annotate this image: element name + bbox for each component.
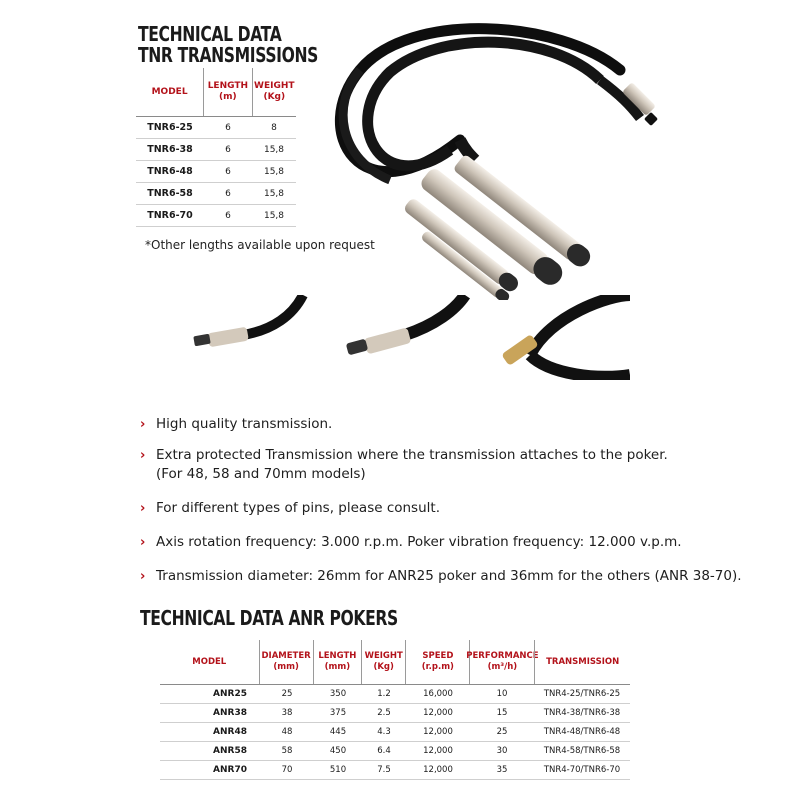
tnr-cell-weight: 15,8 xyxy=(263,210,285,221)
anr-header-performance: PERFORMANCE (m³/h) xyxy=(469,640,534,684)
anr-cell-transmission: TNR4-38/TNR6-38 xyxy=(543,708,621,718)
list-item xyxy=(140,446,668,484)
tnr-cell-model: TNR6-25 xyxy=(147,122,193,133)
tnr-footnote: *Other lengths available upon request xyxy=(145,238,375,252)
anr-cell-speed: 12,000 xyxy=(423,765,453,775)
anr-cell-length: 445 xyxy=(329,727,347,737)
anr-cell-weight: 6.4 xyxy=(377,746,391,756)
list-item-text: Transmission diameter: 26mm for ANR25 poker and 36mm for the others (ANR 38-70). xyxy=(156,568,742,584)
anr-cell-weight: 7.5 xyxy=(377,765,391,775)
table-row xyxy=(160,761,630,780)
red-chevron-icon: › xyxy=(140,417,146,432)
list-item xyxy=(140,415,332,434)
anr-cell-speed: 12,000 xyxy=(423,727,453,737)
anr-cell-diameter: 48 xyxy=(281,727,293,737)
anr-cell-model: ANR38 xyxy=(213,708,247,718)
tnr-title xyxy=(138,24,318,66)
tnr-title-line2: TNR TRANSMISSIONS xyxy=(138,43,318,67)
tnr-cell-model: TNR6-70 xyxy=(147,210,193,221)
tnr-cell-weight: 15,8 xyxy=(263,144,285,155)
anr-cell-diameter: 38 xyxy=(281,708,293,718)
tnr-header-row xyxy=(136,68,296,117)
anr-cell-performance: 15 xyxy=(496,708,508,718)
tnr-cell-length: 6 xyxy=(225,210,231,221)
anr-header-speed: SPEED (r.p.m) xyxy=(405,640,469,684)
list-item xyxy=(140,499,440,518)
table-row xyxy=(136,183,296,205)
connector-photo-1 xyxy=(188,295,313,380)
anr-cell-diameter: 58 xyxy=(281,746,293,756)
anr-cell-performance: 35 xyxy=(496,765,508,775)
red-chevron-icon: › xyxy=(140,501,146,516)
anr-cell-transmission: TNR4-48/TNR6-48 xyxy=(543,727,621,737)
anr-cell-speed: 12,000 xyxy=(423,708,453,718)
anr-cell-speed: 12,000 xyxy=(423,746,453,756)
anr-cell-transmission: TNR4-58/TNR6-58 xyxy=(543,746,621,756)
anr-header-diameter: DIAMETER (mm) xyxy=(259,640,313,684)
anr-header-transmission: TRANSMISSION xyxy=(534,640,630,684)
list-item-text: Axis rotation frequency: 3.000 r.p.m. Poker vibration frequency: 12.000 v.p.m. xyxy=(156,534,682,550)
tnr-cell-weight: 15,8 xyxy=(263,188,285,199)
anr-header-length: LENGTH (mm) xyxy=(313,640,361,684)
table-row xyxy=(136,161,296,183)
tnr-cell-length: 6 xyxy=(225,144,231,155)
table-row xyxy=(160,704,630,723)
anr-cell-length: 350 xyxy=(329,689,347,699)
red-chevron-icon: › xyxy=(140,569,146,584)
table-row xyxy=(160,685,630,704)
anr-header-row xyxy=(160,640,630,685)
list-item-text: Extra protected Transmission where the transmission attaches to the poker. (For 48, 58 and 70mm models) xyxy=(156,447,668,482)
table-row xyxy=(160,742,630,761)
anr-cell-performance: 25 xyxy=(496,727,508,737)
tnr-header-length: LENGTH (m) xyxy=(203,68,251,116)
connector-photo-2 xyxy=(335,295,475,380)
table-row xyxy=(160,723,630,742)
list-item-text: For different types of pins, please consult. xyxy=(156,500,440,516)
anr-cell-length: 450 xyxy=(329,746,347,756)
list-item xyxy=(140,567,742,586)
anr-cell-performance: 30 xyxy=(496,746,508,756)
tnr-header-weight: WEIGHT (Kg) xyxy=(252,68,296,116)
table-row xyxy=(136,117,296,139)
anr-cell-diameter: 25 xyxy=(281,689,293,699)
tnr-cell-length: 6 xyxy=(225,166,231,177)
anr-cell-performance: 10 xyxy=(496,689,508,699)
anr-table xyxy=(160,640,630,780)
table-row xyxy=(136,139,296,161)
anr-header-model: MODEL xyxy=(192,656,227,667)
anr-cell-weight: 1.2 xyxy=(377,689,391,699)
tnr-title-line1: TECHNICAL DATA xyxy=(138,22,282,46)
anr-cell-model: ANR58 xyxy=(213,746,247,756)
tnr-cell-length: 6 xyxy=(225,188,231,199)
anr-cell-weight: 4.3 xyxy=(377,727,391,737)
anr-cell-model: ANR70 xyxy=(213,765,247,775)
anr-cell-model: ANR48 xyxy=(213,727,247,737)
anr-cell-weight: 2.5 xyxy=(377,708,391,718)
table-row xyxy=(136,205,296,227)
tnr-cell-model: TNR6-58 xyxy=(147,188,193,199)
anr-cell-transmission: TNR4-25/TNR6-25 xyxy=(543,689,621,699)
tnr-header-model: MODEL xyxy=(151,86,188,97)
anr-cell-speed: 16,000 xyxy=(423,689,453,699)
anr-cell-model: ANR25 xyxy=(213,689,247,699)
red-chevron-icon: › xyxy=(140,448,146,463)
list-item-text: High quality transmission. xyxy=(156,416,333,432)
tnr-cell-weight: 8 xyxy=(271,122,277,133)
tnr-table xyxy=(136,68,296,227)
tnr-cell-model: TNR6-48 xyxy=(147,166,193,177)
red-chevron-icon: › xyxy=(140,535,146,550)
product-photo-main xyxy=(300,10,720,300)
tnr-cell-model: TNR6-38 xyxy=(147,144,193,155)
connector-photo-3 xyxy=(490,295,630,380)
tnr-cell-length: 6 xyxy=(225,122,231,133)
anr-cell-length: 375 xyxy=(329,708,347,718)
tnr-cell-weight: 15,8 xyxy=(263,166,285,177)
anr-title: TECHNICAL DATA ANR POKERS xyxy=(140,606,398,630)
anr-header-weight: WEIGHT (Kg) xyxy=(361,640,405,684)
anr-cell-length: 510 xyxy=(329,765,347,775)
list-item xyxy=(140,533,682,552)
anr-cell-transmission: TNR4-70/TNR6-70 xyxy=(543,765,621,775)
anr-cell-diameter: 70 xyxy=(281,765,293,775)
